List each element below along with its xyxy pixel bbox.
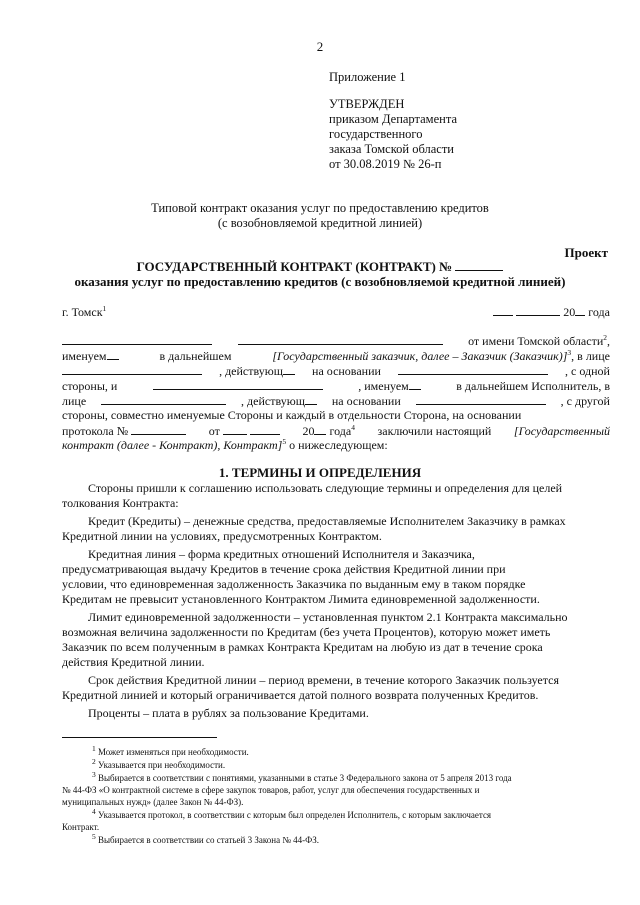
definition-line: Кредитная линия – форма кредитных отношений Исполнителя и Заказчика, [88,547,475,561]
definition-line: Кредитной линией и который ограничивается датой полного возврата полученных Кредитов. [62,688,539,702]
footnote: $^1$ Может изменяться при необходимости. [92,744,249,757]
approval-line: от 30.08.2019 № 26-п [329,157,442,171]
contract-title [0,259,640,274]
date-blanks: 20 года [493,304,610,320]
section-heading: 1. ТЕРМИНЫ И ОПРЕДЕЛЕНИЯ [218,465,422,480]
doc-title-line1: Типовой контракт оказания услуг по предоставлению кредитов [151,201,489,215]
preamble-line-7: протокола № от 20 года$^4$ заключили настоящий [Государственный [62,423,610,438]
footnote-continuation: № 44-ФЗ «О контрактной системе в сфере закупок товаров, работ, услуг для обеспечения государственных и [62,785,480,795]
footnote: $^2$ Указывается при необходимости. [92,757,226,770]
footnote: $^3$ Выбирается в соответствии с понятиями, указанными в статье 3 Федерального закона от 5 апреля 2013 года [92,770,512,783]
preamble-line-5: лице , действующ на основании , с другой [62,394,610,408]
appendix-label: Приложение 1 [329,70,406,84]
draft-label: Проект [564,245,608,260]
approval-line: приказом Департамента [329,112,457,126]
footnote: $^5$ Выбирается в соответствии со статьей 3 Закона № 44-ФЗ. [92,832,320,845]
definition-line: Стороны пришли к соглашению использовать следующие термины и определения для целей [88,481,563,495]
city-date-line [62,304,610,320]
contract-subtitle: оказания услуг по предоставлению кредитов (с возобновляемой кредитной линией) [74,274,566,289]
doc-title-line2: (с возобновляемой кредитной линией) [217,216,423,230]
contract-title-text: ГОСУДАРСТВЕННЫЙ КОНТРАКТ (КОНТРАКТ) № [136,259,453,274]
footnote-separator [62,737,217,738]
preamble-line-8: контракт (далее - Контракт), Контракт]$^5$ о нижеследующем: [62,437,388,452]
definition-line: Заказчик по всем полученным в рамках Контракта Кредитам на любую из дат в течение срока [62,640,543,654]
definition-line: Кредитной линии на условиях, предусмотренных Контрактом. [62,529,382,543]
definition-line: Лимит единовременной задолженности – установленная пунктом 2.1 Контракта максимально [88,610,568,624]
preamble-line-3: , действующ на основании , с одной [62,363,610,379]
approved-label: УТВЕРЖДЕН [329,97,405,111]
definition-line: Срок действия Кредитной линии – период времени, в течение которого Заказчик пользуется [88,673,559,687]
definition-line: условии, что единовременная задолженность Заказчика по выданным ему в таком порядке [62,577,526,591]
definition-line: Кредит (Кредиты) – денежные средства, предоставляемые Исполнителем Заказчику в рамках [88,514,566,528]
approval-line: государственного [329,127,423,141]
preamble-line-1: от имени Томской области$^2$, [62,333,610,349]
definition-line: действия Кредитной линии. [62,655,205,669]
footnote-continuation: Контракт. [62,822,100,832]
approval-block [329,70,457,172]
definition-line: предусматривающая выдачу Кредитов в течение срока действия Кредитной линии при [62,562,506,576]
city: г. Томск$^1$ [62,304,107,319]
footnote-continuation: муниципальных нужд» (далее Закон № 44-ФЗ). [62,797,244,807]
preamble-line-6: стороны, совместно именуемые Стороны и каждый в отдельности Сторона, на основании [62,408,522,422]
approval-line: заказа Томской области [329,142,454,156]
definition-line: Кредитам не превысит установленного Контрактом Лимита единовременной задолженности. [62,592,540,606]
page-number: 2 [316,39,324,54]
definition-line: Проценты – плата в рублях за пользование Кредитами. [88,706,369,720]
footnote: $^4$ Указывается протокол, в соответствии с которым был определен Исполнитель, с которым заключается [92,807,492,820]
definition-line: возможная величина задолженности по Кредитам (без учета Процентов), которую может иметь [62,625,551,639]
definition-line: толкования Контракта: [62,496,179,510]
contract-number-blank [455,259,503,271]
preamble-line-4: стороны, и , именуем в дальнейшем Исполнитель, в [62,379,610,393]
preamble-line-2: именуем в дальнейшем [Государственный заказчик, далее – Заказчик (Заказчик)]$^3$, в лице [62,348,610,363]
